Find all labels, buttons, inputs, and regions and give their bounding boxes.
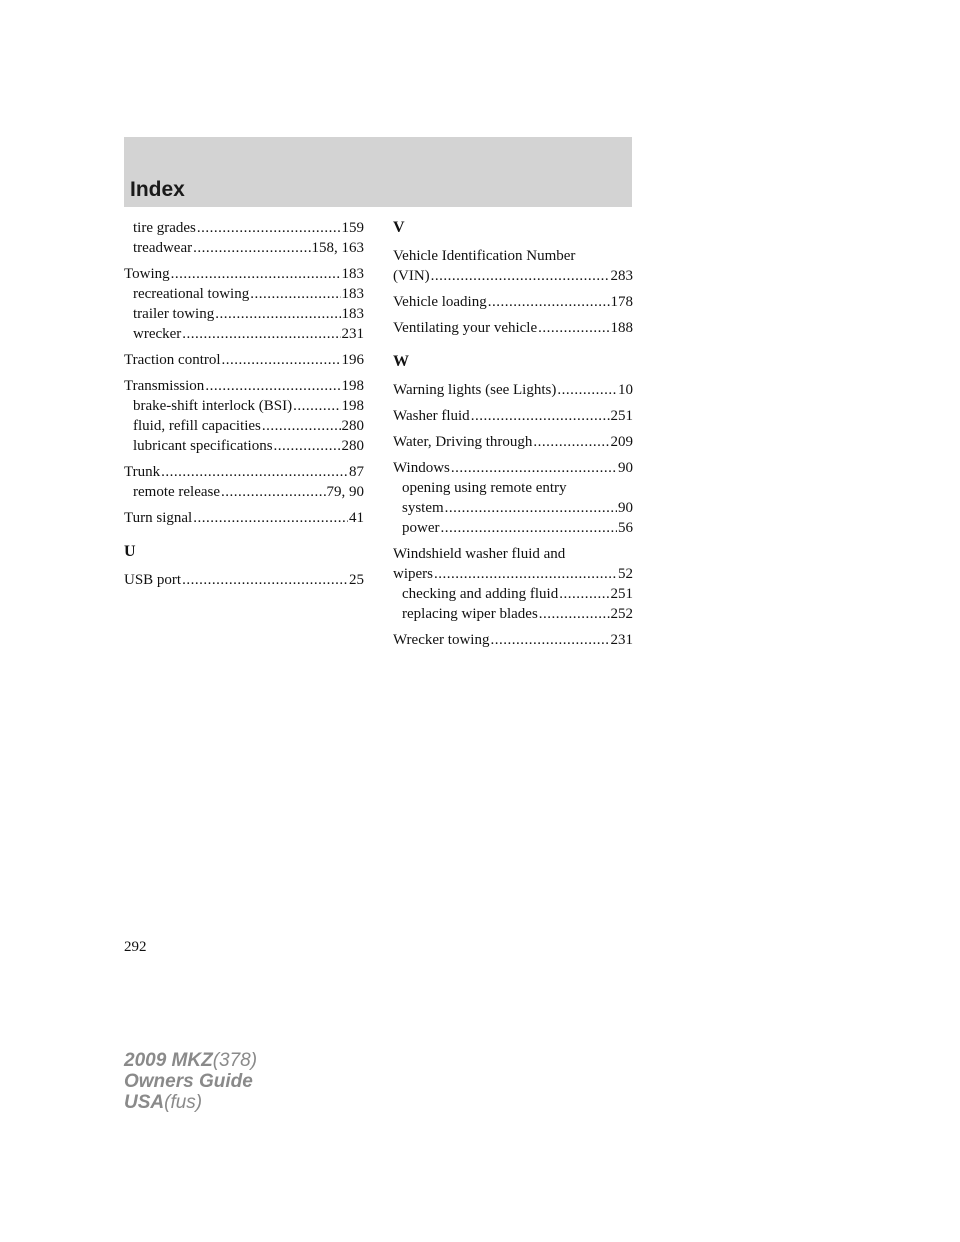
entry-line (124, 264, 364, 284)
page-ref: 25 (349, 572, 364, 588)
page-ref: 198 (341, 398, 364, 414)
index-section-letter: U (124, 543, 136, 560)
entry-text: Water, Driving through (393, 434, 533, 450)
footer-market: USA (124, 1092, 165, 1113)
index-column-right (393, 218, 633, 650)
entry-text: USB port (124, 572, 182, 588)
entry-text: wipers (393, 566, 433, 582)
dot-leader (451, 458, 617, 478)
entry-line (133, 238, 364, 258)
dot-leader (197, 218, 341, 238)
entry-line (393, 406, 633, 426)
entry-line (133, 218, 364, 238)
entry-text: Towing (124, 266, 170, 282)
entry-line (402, 604, 633, 624)
entry-text: replacing wiper blades (402, 606, 538, 622)
page-ref: 159 (341, 220, 364, 236)
page-ref: 231 (341, 326, 364, 342)
entry-line (124, 570, 364, 590)
page-ref: 90 (618, 460, 633, 476)
entry-text: treadwear (133, 240, 193, 256)
page-ref: 56 (618, 520, 633, 536)
entry-text: Vehicle Identification Number (393, 248, 576, 264)
entry-line (133, 304, 364, 324)
index-entry (393, 406, 633, 426)
page-ref: 209 (610, 434, 633, 450)
entry-text: Transmission (124, 378, 205, 394)
entry-line (133, 324, 364, 344)
index-subentry (124, 238, 364, 258)
dot-leader (539, 604, 610, 624)
entry-text: power (402, 520, 440, 536)
index-entry (124, 350, 364, 370)
entry-line (393, 266, 633, 286)
entry-text: lubricant specifications (133, 438, 273, 454)
dot-leader (222, 350, 341, 370)
entry-line (393, 292, 633, 312)
dot-leader (193, 508, 348, 528)
page-ref: 183 (341, 286, 364, 302)
index-subentry (393, 584, 633, 604)
page-ref: 231 (610, 632, 633, 648)
footer-model: 2009 MKZ (124, 1050, 213, 1071)
entry-text: checking and adding fluid (402, 586, 559, 602)
footer-model-code: (378) (212, 1050, 258, 1071)
index-entry (393, 380, 633, 400)
entry-text: Windshield washer fluid and (393, 546, 566, 562)
index-entry (393, 432, 633, 452)
index-entry (124, 508, 364, 528)
dot-leader (293, 396, 340, 416)
page-ref: 198 (341, 378, 364, 394)
index-section-letter: W (393, 353, 409, 370)
index-subentry (124, 436, 364, 456)
index-subentry (124, 324, 364, 344)
dot-leader (445, 498, 617, 518)
entry-text: recreational towing (133, 286, 250, 302)
entry-text: Turn signal (124, 510, 193, 526)
entry-text: system (402, 500, 444, 516)
entry-line (393, 318, 633, 338)
page-title: Index (130, 178, 185, 201)
index-entry (124, 376, 364, 396)
index-entry (393, 246, 633, 286)
footer-market-line (124, 1092, 257, 1113)
entry-line (393, 564, 633, 584)
dot-leader (274, 436, 341, 456)
dot-leader (471, 406, 610, 426)
entry-text: Trunk (124, 464, 161, 480)
index-subentry (393, 478, 633, 518)
dot-leader (215, 304, 340, 324)
dot-leader (161, 462, 348, 482)
page-ref: 280 (341, 418, 364, 434)
entry-text: opening using remote entry (402, 480, 567, 496)
page-ref: 79, 90 (326, 484, 364, 500)
entry-text: Vehicle loading (393, 294, 487, 310)
index-entry (393, 292, 633, 312)
entry-text: Ventilating your vehicle (393, 320, 538, 336)
dot-leader (250, 284, 340, 304)
entry-text: trailer towing (133, 306, 215, 322)
entry-line (402, 584, 633, 604)
dot-leader (262, 416, 341, 436)
page-ref: 158, 163 (311, 240, 364, 256)
entry-line (133, 416, 364, 436)
page-ref: 251 (610, 586, 633, 602)
footer-market-code: (fus) (164, 1092, 203, 1113)
page-ref: 188 (610, 320, 633, 336)
index-entry (124, 570, 364, 590)
index-entry (393, 458, 633, 478)
page-ref: 252 (610, 606, 633, 622)
dot-leader (488, 292, 610, 312)
header-band (124, 137, 632, 207)
page-ref: 283 (610, 268, 633, 284)
entry-line (393, 630, 633, 650)
index-subentry (393, 604, 633, 624)
index-entry (124, 462, 364, 482)
page-ref: 178 (610, 294, 633, 310)
entry-line (393, 432, 633, 452)
entry-line (402, 518, 633, 538)
dot-leader (557, 380, 617, 400)
entry-text: remote release (133, 484, 221, 500)
index-entry (393, 318, 633, 338)
page-ref: 183 (341, 306, 364, 322)
entry-text: Traction control (124, 352, 221, 368)
dot-leader (559, 584, 609, 604)
entry-text: wrecker (133, 326, 182, 342)
index-entry (124, 264, 364, 284)
dot-leader (205, 376, 340, 396)
index-subentry (124, 396, 364, 416)
dot-leader (193, 238, 310, 258)
dot-leader (171, 264, 341, 284)
entry-line (133, 482, 364, 502)
entry-line (393, 380, 633, 400)
index-subentry (124, 304, 364, 324)
entry-text: tire grades (133, 220, 196, 236)
index-section-letter: V (393, 219, 405, 236)
index-subentry (124, 218, 364, 238)
dot-leader (431, 266, 610, 286)
index-subentry (124, 284, 364, 304)
footer-guide: Owners Guide (124, 1071, 253, 1092)
entry-line (124, 462, 364, 482)
dot-leader (434, 564, 617, 584)
index-entry (393, 630, 633, 650)
entry-text: brake-shift interlock (BSI) (133, 398, 293, 414)
dot-leader (538, 318, 609, 338)
page-ref: 10 (618, 382, 633, 398)
index-entry (393, 544, 633, 584)
page-ref: 90 (618, 500, 633, 516)
index-subentry (393, 518, 633, 538)
page-ref: 251 (610, 408, 633, 424)
entry-text: Warning lights (see Lights) (393, 382, 557, 398)
document-footer (124, 1050, 257, 1113)
page-number: 292 (124, 939, 147, 955)
footer-model-line (124, 1050, 257, 1071)
dot-leader (441, 518, 618, 538)
page-ref: 87 (349, 464, 364, 480)
entry-line (124, 350, 364, 370)
entry-line (402, 498, 633, 518)
entry-text: (VIN) (393, 268, 430, 284)
entry-line (124, 376, 364, 396)
page-ref: 196 (341, 352, 364, 368)
page-ref: 280 (341, 438, 364, 454)
dot-leader (221, 482, 325, 502)
page-ref: 41 (349, 510, 364, 526)
entry-line (393, 458, 633, 478)
entry-line (133, 284, 364, 304)
index-subentry (124, 482, 364, 502)
entry-text: Windows (393, 460, 450, 476)
entry-line (133, 436, 364, 456)
entry-line (124, 508, 364, 528)
index-subentry (124, 416, 364, 436)
dot-leader (182, 324, 340, 344)
entry-line (133, 396, 364, 416)
index-column-left (124, 218, 364, 590)
page-ref: 183 (341, 266, 364, 282)
dot-leader (490, 630, 609, 650)
entry-text: Washer fluid (393, 408, 470, 424)
entry-text: Wrecker towing (393, 632, 490, 648)
dot-leader (182, 570, 348, 590)
page-ref: 52 (618, 566, 633, 582)
entry-text: fluid, refill capacities (133, 418, 261, 434)
dot-leader (533, 432, 609, 452)
